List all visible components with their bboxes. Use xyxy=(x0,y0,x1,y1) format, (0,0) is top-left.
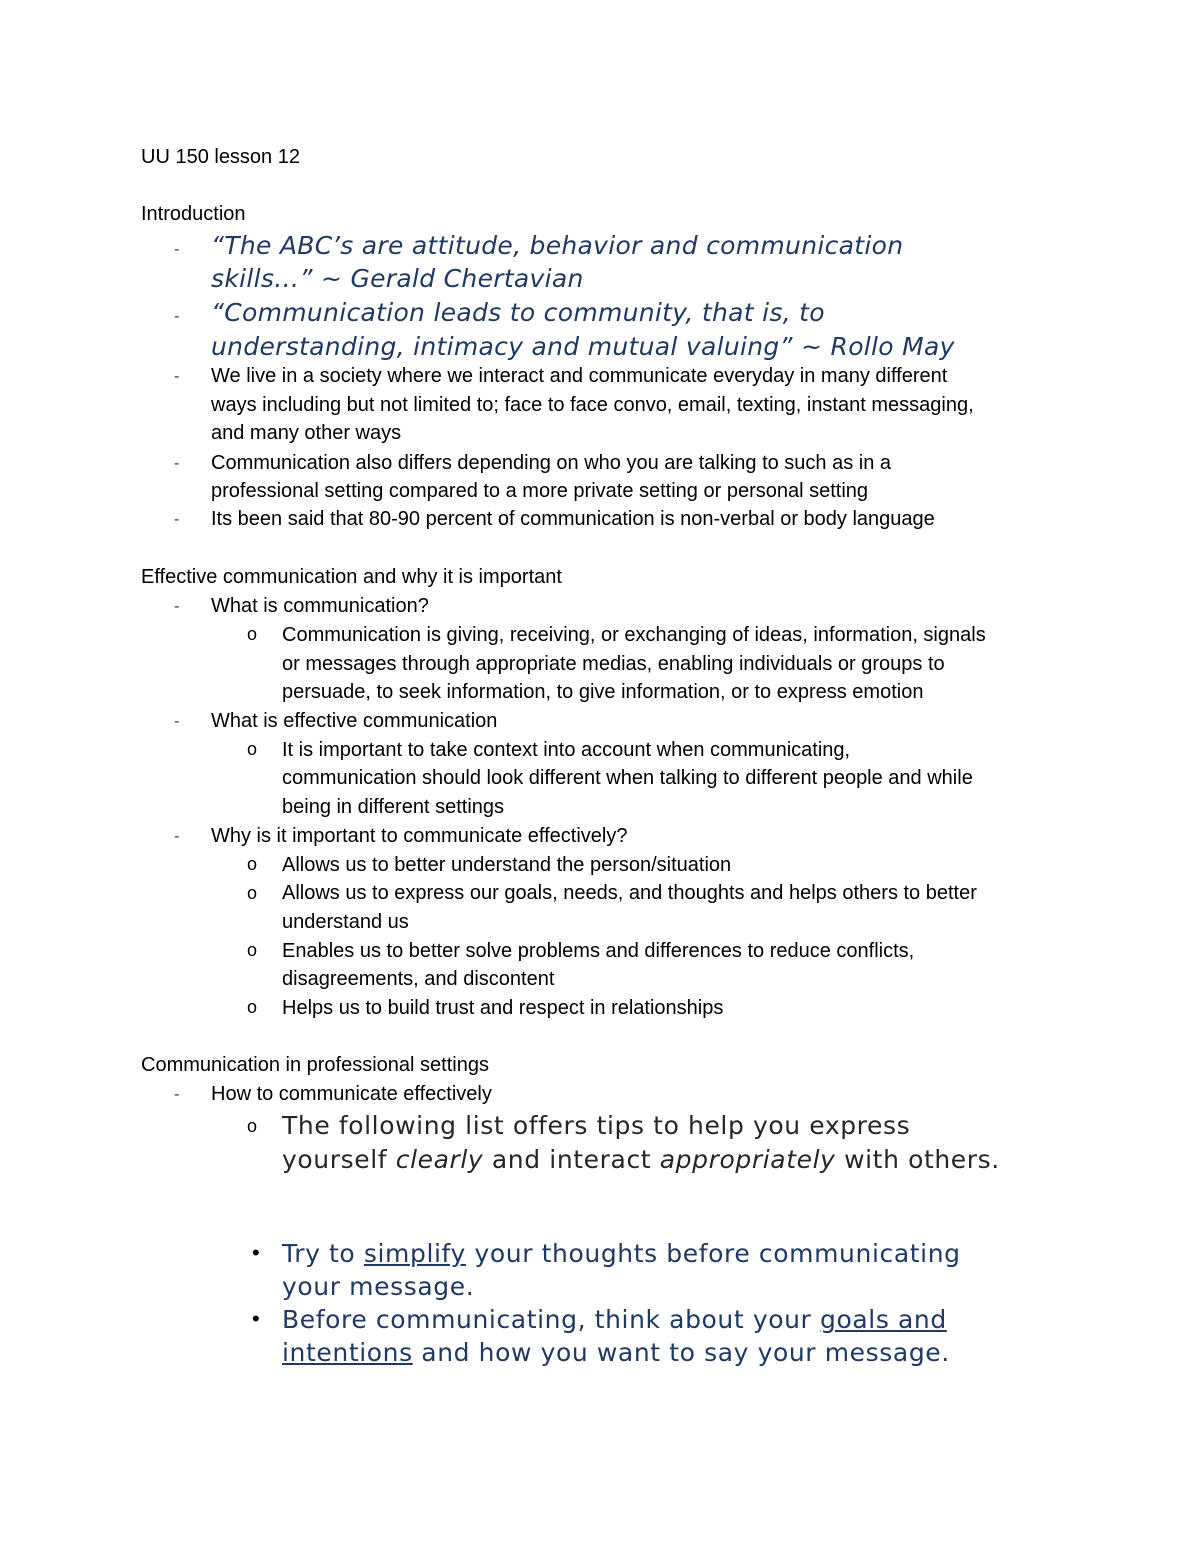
tip-text: Try to xyxy=(282,1239,364,1268)
tip-keyword-intentions: intentions xyxy=(282,1338,413,1367)
tip-text: and how you want to say your message. xyxy=(412,1338,950,1367)
circle-marker: o xyxy=(247,854,258,874)
answer-solve-line1: Enables us to better solve problems and differences to reduce conflicts, xyxy=(282,940,915,962)
dash-marker: - xyxy=(174,1086,180,1103)
dash-marker: - xyxy=(174,308,180,325)
quote-rollo-line1: “Communication leads to community, that is, to xyxy=(211,298,825,327)
tips-intro-emphasis-clearly: clearly xyxy=(395,1145,484,1174)
tip-text: Before communicating, think about your xyxy=(282,1305,820,1334)
intro-bullet-society-line2: ways including but not limited to; face to face convo, email, texting, instant messaging, xyxy=(211,394,974,416)
dash-marker: - xyxy=(174,598,180,615)
section-heading-professional: Communication in professional settings xyxy=(141,1054,489,1076)
tips-intro-text: with others. xyxy=(835,1145,1000,1174)
tip-keyword-goals: goals and xyxy=(820,1305,947,1334)
answer-context-line2: communication should look different when talking to different people and while xyxy=(282,767,973,789)
bullet-dot-marker: • xyxy=(252,1306,260,1331)
answer-context-line1: It is important to take context into account when communicating, xyxy=(282,739,851,761)
answer-communication-line1: Communication is giving, receiving, or exchanging of ideas, information, signals xyxy=(282,624,986,646)
circle-marker: o xyxy=(247,624,258,644)
dash-marker: - xyxy=(174,241,180,258)
circle-marker: o xyxy=(247,739,258,759)
answer-communication-line3: persuade, to seek information, to give information, or to express emotion xyxy=(282,681,924,703)
bullet-dot-marker: • xyxy=(252,1240,260,1265)
intro-bullet-differs-line1: Communication also differs depending on who you are talking to such as in a xyxy=(211,452,892,474)
answer-context-line3: being in different settings xyxy=(282,796,505,818)
tips-intro-line1: The following list offers tips to help you express xyxy=(282,1111,911,1140)
quote-gerald-line2: skills…” ~ Gerald Chertavian xyxy=(211,264,584,293)
dash-marker: - xyxy=(174,455,180,472)
tip-goals-line1 xyxy=(282,1303,947,1336)
quote-rollo-line2: understanding, intimacy and mutual valuing” ~ Rollo May xyxy=(211,332,955,361)
dash-marker: - xyxy=(174,511,180,528)
tips-intro-text: and interact xyxy=(483,1145,660,1174)
answer-express-line1: Allows us to express our goals, needs, and thoughts and helps others to better xyxy=(282,882,977,904)
tips-intro-line2 xyxy=(282,1143,1000,1176)
section-heading-introduction: Introduction xyxy=(141,203,246,225)
question-what-is-communication: What is communication? xyxy=(211,595,429,617)
document-title: UU 150 lesson 12 xyxy=(141,146,300,168)
circle-marker: o xyxy=(247,1116,258,1136)
tip-simplify-line1 xyxy=(282,1237,961,1270)
tip-simplify-line2: your message. xyxy=(282,1272,475,1301)
intro-bullet-society-line1: We live in a society where we interact and communicate everyday in many different xyxy=(211,365,948,387)
tip-keyword-simplify: simplify xyxy=(363,1239,466,1268)
answer-understand: Allows us to better understand the person/situation xyxy=(282,854,732,876)
tips-intro-text: yourself xyxy=(282,1145,396,1174)
answer-communication-line2: or messages through appropriate medias, enabling individuals or groups to xyxy=(282,653,945,675)
intro-bullet-differs-line2: professional setting compared to a more private setting or personal setting xyxy=(211,480,869,502)
answer-solve-line2: disagreements, and discontent xyxy=(282,968,555,990)
dash-marker: - xyxy=(174,828,180,845)
quote-gerald-line1: “The ABC’s are attitude, behavior and communication xyxy=(211,231,904,260)
intro-bullet-nonverbal: Its been said that 80-90 percent of communication is non-verbal or body language xyxy=(211,508,935,530)
question-how-to-communicate: How to communicate effectively xyxy=(211,1083,492,1105)
intro-bullet-society-line3: and many other ways xyxy=(211,422,402,444)
dash-marker: - xyxy=(174,368,180,385)
section-heading-effective: Effective communication and why it is important xyxy=(141,566,562,588)
answer-express-line2: understand us xyxy=(282,911,409,933)
question-why-important: Why is it important to communicate effectively? xyxy=(211,825,628,847)
answer-trust: Helps us to build trust and respect in relationships xyxy=(282,997,724,1019)
tip-goals-line2 xyxy=(282,1336,950,1369)
question-effective-communication: What is effective communication xyxy=(211,710,498,732)
circle-marker: o xyxy=(247,997,258,1017)
circle-marker: o xyxy=(247,940,258,960)
tips-intro-emphasis-appropriately: appropriately xyxy=(659,1145,836,1174)
tip-text: your thoughts before communicating xyxy=(465,1239,961,1268)
dash-marker: - xyxy=(174,713,180,730)
circle-marker: o xyxy=(247,883,258,903)
